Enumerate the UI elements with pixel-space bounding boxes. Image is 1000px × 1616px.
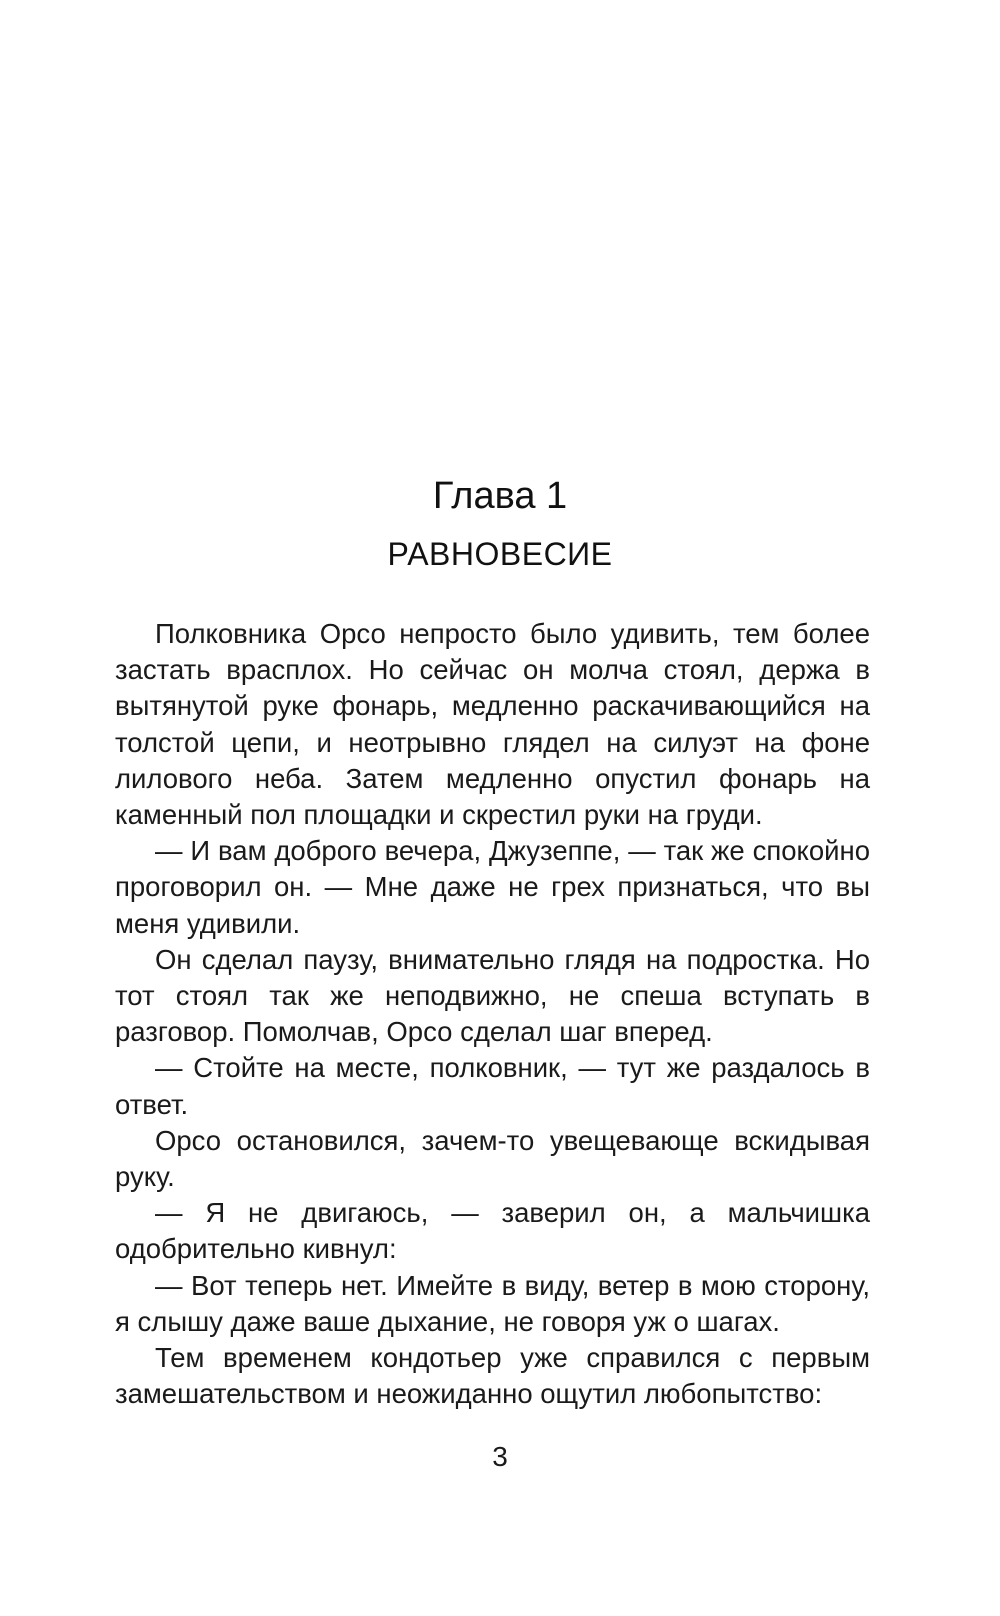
chapter-number: Глава 1 — [432, 475, 568, 517]
chapter-body — [115, 616, 870, 1412]
paragraph: Полковника Орсо непросто было удивить, тем более застать врасплох. Но сейчас он молча стоял, держа в вытянутой руке фонарь, медленно раскачивающийся на толстой цепи, и неотрывно глядел на силуэт на фоне лилового неба. Затем медленно опустил фонарь на каменный пол площадки и скрестил руки на груди. — [115, 618, 870, 831]
paragraph: — Вот теперь нет. Имейте в виду, ветер в мою сторону, я слышу даже ваше дыхание, не говоря уж о шагах. — [115, 1269, 870, 1337]
paragraph: — Я не двигаюсь, — заверил он, а мальчишка одобрительно кивнул: — [115, 1197, 870, 1265]
chapter-title: РАВНОВЕСИЕ — [387, 536, 613, 572]
paragraph: — И вам доброго вечера, Джузеппе, — так же спокойно проговорил он. — Мне даже не грех признаться, что вы меня удивили. — [115, 835, 870, 939]
page-number: 3 — [492, 1441, 508, 1472]
paragraph: Тем временем кондотьер уже справился с первым замешательством и неожиданно ощутил любопытство: — [115, 1342, 870, 1410]
paragraph: Он сделал паузу, внимательно глядя на подростка. Но тот стоял так же неподвижно, не спеша вступать в разговор. Помолчав, Орсо сделал шаг вперед. — [115, 943, 870, 1048]
paragraph: Орсо остановился, зачем-то увещевающе вскидывая руку. — [115, 1124, 870, 1193]
paragraph: — Стойте на месте, полковник, — тут же раздалось в ответ. — [115, 1052, 870, 1120]
